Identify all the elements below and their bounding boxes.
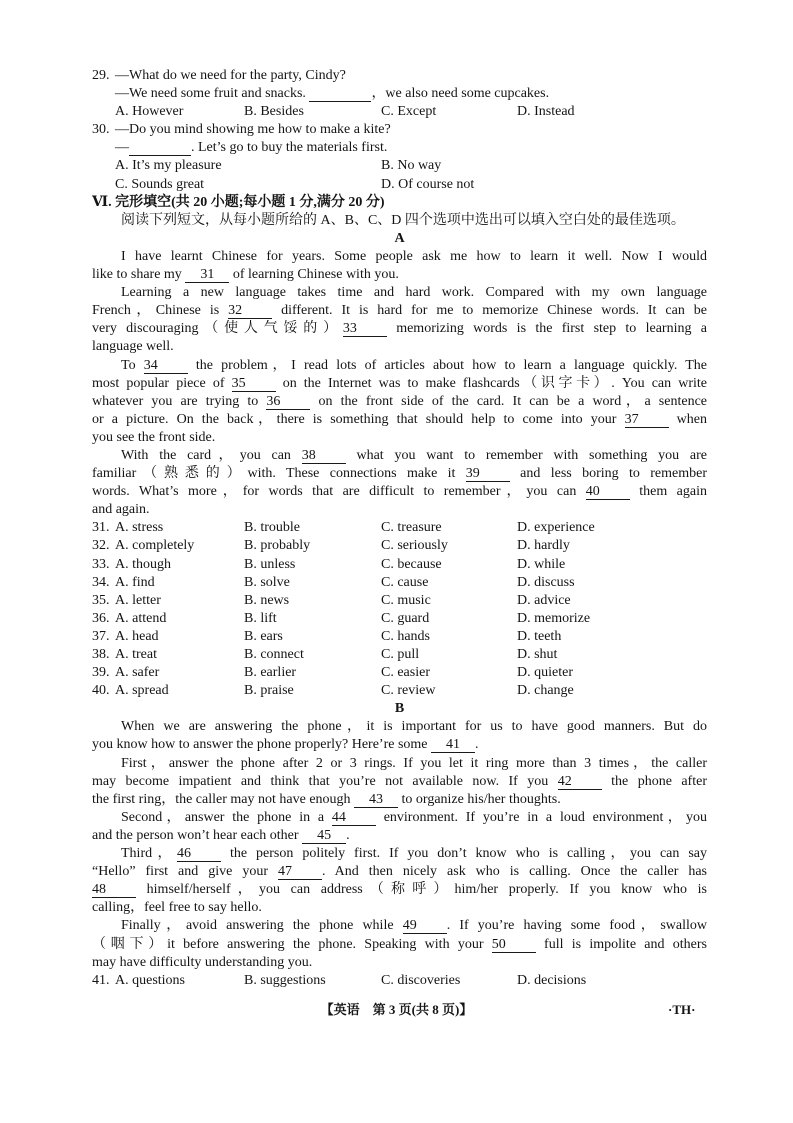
question-number: 29. (92, 68, 110, 83)
text-run: the person politely first. If you don’t know who is calling，you can say (221, 846, 708, 862)
text-run: —What do we need for the party, Cindy? (115, 68, 346, 83)
option-c: C. review (381, 683, 436, 699)
paragraph (92, 284, 707, 356)
option-b: B. earlier (244, 665, 297, 681)
options-list (92, 972, 707, 990)
text-line (92, 393, 707, 411)
text-run: To (121, 357, 144, 373)
question-number: 38. (92, 647, 110, 662)
text-run: . And then nicely ask who is calling. Once the caller has (321, 864, 707, 880)
text-run: environment. If you’re in a loud environment，you (375, 809, 707, 825)
option-c: C. hands (381, 628, 430, 644)
answer-blank: 44 ​ (332, 811, 376, 826)
text-line (92, 809, 707, 827)
text-run: and less boring to remember (509, 466, 707, 482)
section-title: Ⅵ. 完形填空(共 20 小题;每小题 1 分,满分 20 分) (92, 194, 385, 210)
option-row (92, 537, 707, 555)
option-b: B. news (244, 592, 290, 608)
question-line (92, 67, 707, 85)
answer-blank (309, 87, 371, 102)
option-row (92, 519, 707, 537)
option-b: B. trouble (244, 520, 300, 536)
answer-blank: 34 ​ (144, 359, 188, 374)
text-run: very discouraging（使人气馁的） (92, 321, 343, 337)
answer-blank: 50 ​ (492, 938, 536, 953)
text-run: calling，feel free to say hello. (92, 900, 262, 916)
option-row (92, 682, 707, 700)
footer-page-label: 【英语 第 3 页(共 8 页)】 (320, 1002, 473, 1017)
option-c: C. Except (381, 104, 437, 120)
passage-b (92, 700, 707, 990)
text-line (92, 845, 707, 863)
text-line (92, 827, 707, 845)
question-number: 36. (92, 610, 110, 626)
paragraph (92, 917, 707, 971)
question-item (92, 121, 707, 193)
question-number: 31. (92, 520, 110, 536)
answer-blank: 43 ​ (354, 793, 398, 808)
text-run: and the person won’t hear each other (92, 827, 303, 843)
question-item (92, 67, 707, 121)
option-b: B. suggestions (244, 972, 326, 988)
text-line (92, 501, 707, 519)
text-line (92, 863, 707, 881)
question-number: 39. (92, 665, 110, 681)
option-d: D. quieter (517, 665, 573, 681)
text-run: of learning Chinese with you. (229, 267, 399, 283)
text-run: . If you’re having some food，swallow (446, 918, 708, 934)
text-run: “Hello” first and give your (92, 864, 278, 880)
answer-blank: 38 ​ (302, 449, 346, 464)
text-line (92, 411, 707, 429)
option-b: B. unless (244, 556, 296, 572)
option-a: A. questions (115, 972, 185, 988)
text-line (92, 755, 707, 773)
option-a: A. find (115, 574, 155, 590)
text-run: language well. (92, 339, 174, 355)
question-line (92, 139, 707, 157)
option-b: B. solve (244, 574, 290, 590)
text-run: them again (629, 484, 707, 500)
answer-blank (129, 141, 191, 156)
text-run: ，we also need some cupcakes. (371, 86, 550, 102)
text-line (92, 266, 707, 284)
answer-blank: 46 ​ (177, 847, 221, 862)
text-line (92, 248, 707, 266)
text-run: Finally，avoid answering the phone while (121, 918, 403, 934)
text-run: When we are answering the phone，it is important for us to have good manners. But do (121, 719, 707, 735)
option-row (92, 972, 707, 990)
answer-blank: 45 ​ (302, 829, 346, 844)
option-a: A. head (115, 628, 159, 644)
option-d: D. advice (517, 592, 571, 608)
option-c: C. music (381, 592, 431, 608)
option-c: C. discoveries (381, 972, 461, 988)
text-run: on the Internet was to make flashcards（识字卡）. You can write (275, 375, 707, 391)
text-run: . Let’s go to buy the materials first. (191, 140, 388, 156)
text-run: — (115, 140, 129, 156)
page-content (92, 67, 707, 990)
option-c: C. seriously (381, 538, 448, 554)
text-line (92, 284, 707, 302)
text-line (92, 429, 707, 447)
paragraph (92, 845, 707, 917)
question-number: 41. (92, 972, 110, 988)
text-line (92, 899, 707, 917)
option-a: A. completely (115, 538, 195, 554)
option-row (92, 628, 707, 646)
option-row (92, 103, 707, 121)
text-line (92, 791, 707, 809)
text-run: and again. (92, 502, 150, 518)
answer-blank: 31 ​ (185, 268, 229, 283)
question-number: 32. (92, 538, 110, 554)
text-line (92, 302, 707, 320)
section-instructions: 阅读下列短文，从每小题所给的 A、B、C、D 四个选项中选出可以填入空白处的最佳选项。 (121, 212, 685, 228)
question-number: 33. (92, 556, 110, 572)
option-d: D. memorize (517, 610, 591, 626)
answer-blank: 36 ​ (266, 395, 310, 410)
text-run: full is impolite and others (535, 936, 707, 952)
text-line (92, 718, 707, 736)
option-b: B. ears (244, 628, 283, 644)
answer-blank: 48 ​ (92, 883, 136, 898)
option-row (92, 556, 707, 574)
passage-a (92, 230, 707, 700)
answer-blank: 42 ​ (558, 775, 602, 790)
text-run: most popular piece of (92, 375, 232, 391)
option-d: D. while (517, 556, 566, 572)
text-run: on the front side of the card. It can be a word，a sentence (310, 393, 707, 409)
option-c: C. Sounds great (115, 176, 205, 192)
answer-blank: 49 ​ (403, 919, 447, 934)
options-list (92, 519, 707, 700)
text-line (92, 736, 707, 754)
text-line (92, 954, 707, 972)
paragraph (92, 809, 707, 845)
option-a: A. though (115, 556, 171, 572)
paragraph (92, 357, 707, 447)
text-run: . (475, 737, 479, 753)
text-run: I have learnt Chinese for years. Some people ask me how to learn it well. Now I would (121, 248, 707, 264)
option-a: A. However (115, 104, 184, 120)
option-a: A. letter (115, 592, 161, 608)
option-d: D. discuss (517, 574, 575, 590)
passage-label: A (394, 230, 405, 246)
text-run: —We need some fruit and snacks. (115, 86, 310, 102)
option-a: A. It’s my pleasure (115, 158, 222, 174)
text-line (92, 773, 707, 791)
option-c: C. guard (381, 610, 430, 626)
option-a: A. treat (115, 647, 157, 662)
question-number: 35. (92, 592, 110, 608)
page-footer (0, 1001, 793, 1019)
text-run: Second，answer the phone in a (121, 809, 332, 825)
answer-blank: 41 ​ (431, 738, 475, 753)
option-a: A. attend (115, 610, 167, 626)
text-line (92, 357, 707, 375)
answer-blank: 37 ​ (625, 413, 669, 428)
paragraph (92, 447, 707, 519)
option-c: C. easier (381, 665, 430, 681)
answer-blank: 35 ​ (232, 377, 276, 392)
text-run: when (668, 411, 708, 427)
text-run: different. It is hard for me to memorize Chinese words. It can be (272, 303, 707, 319)
text-run: to organize his/her thoughts. (398, 791, 561, 807)
option-b: B. praise (244, 683, 294, 699)
text-run: the problem，I read lots of articles about how to learn a language quickly. The (187, 357, 707, 373)
text-line (92, 936, 707, 954)
option-d: D. change (517, 683, 574, 699)
answer-blank: 39 ​ (466, 467, 510, 482)
text-run: may become impatient and think that you’re not available now. If you (92, 773, 558, 789)
option-a: A. stress (115, 520, 164, 536)
paragraph (92, 755, 707, 809)
option-c: C. cause (381, 574, 429, 590)
option-d: D. decisions (517, 972, 587, 988)
option-b: B. connect (244, 647, 304, 662)
option-row (92, 610, 707, 628)
text-run: （咽下）it before answering the phone. Speaking with your (92, 936, 492, 952)
passage-label: B (394, 701, 405, 717)
question-line (92, 85, 707, 103)
text-run: First，answer the phone after 2 or 3 rings. If you let it ring more than 3 times，the caller (121, 755, 707, 771)
option-d: D. teeth (517, 628, 562, 644)
text-line (92, 483, 707, 501)
text-run: Learning a new language takes time and hard work. Compared with my own language (121, 285, 707, 301)
answer-blank: 33 ​ (343, 322, 387, 337)
text-line (92, 320, 707, 338)
option-row (92, 646, 707, 664)
answer-blank: 40 ​ (586, 485, 630, 500)
paragraph (92, 248, 707, 284)
text-run: Third， (121, 846, 178, 862)
text-run: the first ring，the caller may not have enough (92, 791, 355, 807)
text-run: the phone after (601, 773, 707, 789)
footer-code: ·TH· (668, 1002, 696, 1017)
option-d: D. hardly (517, 538, 570, 554)
option-c: C. treasure (381, 520, 442, 536)
option-row (92, 176, 707, 194)
text-run: you know how to answer the phone properly? Here’re some (92, 737, 432, 753)
option-b: B. No way (381, 158, 442, 174)
answer-blank: 32 ​ (228, 304, 272, 319)
option-d: D. experience (517, 520, 595, 536)
text-run: himself/herself，you can address（称呼）him/her properly. If you know who is (136, 882, 707, 898)
text-line (92, 917, 707, 935)
question-number: 30. (92, 122, 110, 138)
text-run: words. What’s more，for words that are difficult to remember，you can (92, 484, 586, 500)
text-run: what you want to remember with something you are (345, 447, 707, 463)
option-row (92, 664, 707, 682)
option-a: A. spread (115, 683, 169, 699)
text-line (92, 881, 707, 899)
option-d: D. Instead (517, 104, 575, 120)
text-line (92, 375, 707, 393)
text-run: —Do you mind showing me how to make a kite? (115, 122, 391, 138)
text-line (92, 447, 707, 465)
question-number: 34. (92, 574, 110, 590)
text-run: . (346, 827, 350, 843)
text-run: or a picture. On the back，there is something that should help to come into your (92, 411, 625, 427)
option-d: D. shut (517, 647, 558, 662)
text-run: you see the front side. (92, 429, 216, 445)
option-d: D. Of course not (381, 176, 475, 192)
paragraph (92, 718, 707, 754)
text-run: With the card，you can (121, 447, 302, 463)
option-row (92, 574, 707, 592)
option-c: C. because (381, 556, 442, 572)
answer-blank: 47 ​ (278, 865, 322, 880)
option-a: A. safer (115, 665, 160, 681)
question-line (92, 121, 707, 139)
text-run: familiar（熟悉的）with. These connections make it (92, 466, 466, 482)
text-line (92, 338, 707, 356)
option-row (92, 592, 707, 610)
question-number: 40. (92, 683, 110, 699)
option-b: B. probably (244, 538, 311, 554)
option-row (92, 157, 707, 175)
text-run: whatever you are trying to (92, 393, 267, 409)
option-c: C. pull (381, 647, 420, 662)
text-line (92, 465, 707, 483)
text-run: memorizing words is the first step to learning a (386, 321, 707, 337)
option-b: B. Besides (244, 104, 304, 120)
text-run: French，Chinese is (92, 303, 229, 319)
option-b: B. lift (244, 610, 277, 626)
text-run: may have difficulty understanding you. (92, 954, 313, 970)
text-run: like to share my (92, 267, 186, 283)
question-number: 37. (92, 628, 110, 644)
